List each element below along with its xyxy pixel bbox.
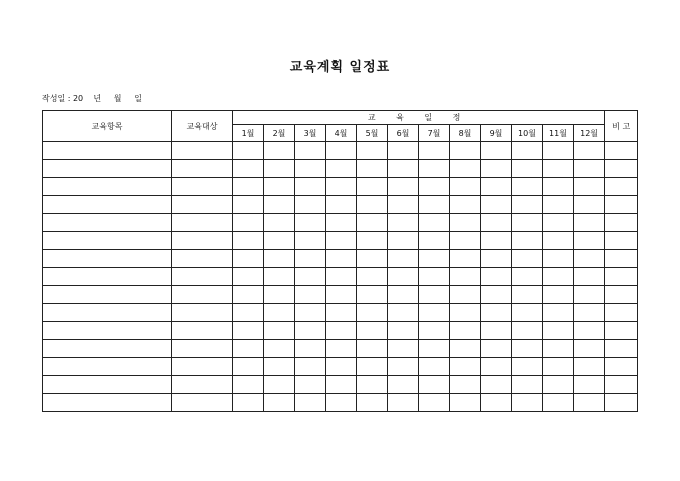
table-cell[interactable] [450, 268, 481, 286]
table-cell[interactable] [43, 340, 172, 358]
table-cell[interactable] [574, 196, 605, 214]
table-cell[interactable] [172, 232, 233, 250]
table-cell[interactable] [605, 394, 638, 412]
table-cell[interactable] [512, 250, 543, 268]
table-cell[interactable] [233, 322, 264, 340]
table-cell[interactable] [419, 160, 450, 178]
table-cell[interactable] [233, 142, 264, 160]
table-row [43, 160, 638, 178]
table-cell[interactable] [605, 286, 638, 304]
table-cell[interactable] [357, 214, 388, 232]
table-cell[interactable] [43, 142, 172, 160]
month-header-6: 6월 [388, 125, 419, 142]
table-cell[interactable] [605, 358, 638, 376]
table-cell[interactable] [43, 214, 172, 232]
table-cell[interactable] [450, 142, 481, 160]
table-cell[interactable] [357, 304, 388, 322]
month-header-11: 11월 [543, 125, 574, 142]
header-education-item: 교육항목 [43, 111, 172, 142]
table-cell[interactable] [295, 232, 326, 250]
table-cell[interactable] [450, 286, 481, 304]
table-cell[interactable] [357, 340, 388, 358]
table-cell[interactable] [357, 196, 388, 214]
table-cell[interactable] [295, 304, 326, 322]
table-cell[interactable] [388, 286, 419, 304]
table-cell[interactable] [605, 142, 638, 160]
table-cell[interactable] [357, 268, 388, 286]
table-cell[interactable] [450, 322, 481, 340]
table-cell[interactable] [43, 286, 172, 304]
table-cell[interactable] [605, 178, 638, 196]
table-cell[interactable] [543, 214, 574, 232]
table-cell[interactable] [574, 250, 605, 268]
table-cell[interactable] [543, 250, 574, 268]
table-cell[interactable] [512, 358, 543, 376]
table-row [43, 340, 638, 358]
table-cell[interactable] [574, 376, 605, 394]
table-cell[interactable] [388, 322, 419, 340]
table-cell[interactable] [388, 178, 419, 196]
table-cell[interactable] [357, 358, 388, 376]
table-cell[interactable] [543, 160, 574, 178]
table-cell[interactable] [605, 232, 638, 250]
table-cell[interactable] [264, 232, 295, 250]
table-cell[interactable] [264, 322, 295, 340]
table-row [43, 286, 638, 304]
table-cell[interactable] [326, 214, 357, 232]
table-cell[interactable] [543, 358, 574, 376]
table-cell[interactable] [512, 232, 543, 250]
table-cell[interactable] [574, 340, 605, 358]
month-header-8: 8월 [450, 125, 481, 142]
table-cell[interactable] [574, 142, 605, 160]
month-header-1: 1월 [233, 125, 264, 142]
table-cell[interactable] [295, 250, 326, 268]
table-cell[interactable] [233, 340, 264, 358]
table-cell[interactable] [326, 232, 357, 250]
table-cell[interactable] [172, 358, 233, 376]
table-cell[interactable] [512, 286, 543, 304]
table-cell[interactable] [388, 160, 419, 178]
table-cell[interactable] [512, 322, 543, 340]
table-cell[interactable] [543, 232, 574, 250]
table-cell[interactable] [419, 232, 450, 250]
table-row [43, 196, 638, 214]
table-cell[interactable] [326, 286, 357, 304]
table-cell[interactable] [481, 322, 512, 340]
table-cell[interactable] [574, 304, 605, 322]
table-cell[interactable] [326, 340, 357, 358]
month-header-5: 5월 [357, 125, 388, 142]
table-cell[interactable] [264, 394, 295, 412]
table-cell[interactable] [295, 142, 326, 160]
table-cell[interactable] [419, 376, 450, 394]
table-cell[interactable] [450, 358, 481, 376]
table-cell[interactable] [295, 376, 326, 394]
table-cell[interactable] [512, 160, 543, 178]
table-cell[interactable] [450, 178, 481, 196]
table-cell[interactable] [388, 394, 419, 412]
table-cell[interactable] [388, 250, 419, 268]
table-cell[interactable] [419, 268, 450, 286]
table-cell[interactable] [43, 160, 172, 178]
table-cell[interactable] [264, 304, 295, 322]
table-cell[interactable] [512, 394, 543, 412]
table-cell[interactable] [574, 232, 605, 250]
table-cell[interactable] [605, 340, 638, 358]
document-title: 교육계획 일정표 [289, 60, 391, 75]
table-cell[interactable] [357, 160, 388, 178]
table-cell[interactable] [512, 376, 543, 394]
month-header-2: 2월 [264, 125, 295, 142]
table-cell[interactable] [233, 376, 264, 394]
month-header-9: 9월 [481, 125, 512, 142]
table-cell[interactable] [43, 394, 172, 412]
table-cell[interactable] [43, 196, 172, 214]
table-cell[interactable] [295, 286, 326, 304]
table-cell[interactable] [264, 196, 295, 214]
table-cell[interactable] [264, 286, 295, 304]
header-remarks: 비 고 [605, 111, 638, 142]
month-header-7: 7월 [419, 125, 450, 142]
table-cell[interactable] [388, 304, 419, 322]
table-cell[interactable] [605, 268, 638, 286]
table-cell[interactable] [481, 214, 512, 232]
table-cell[interactable] [326, 160, 357, 178]
table-cell[interactable] [326, 196, 357, 214]
table-cell[interactable] [357, 322, 388, 340]
table-cell[interactable] [543, 304, 574, 322]
table-cell[interactable] [357, 142, 388, 160]
table-cell[interactable] [419, 340, 450, 358]
table-cell[interactable] [419, 358, 450, 376]
table-cell[interactable] [43, 376, 172, 394]
table-cell[interactable] [574, 178, 605, 196]
table-cell[interactable] [172, 160, 233, 178]
table-cell[interactable] [295, 340, 326, 358]
table-cell[interactable] [512, 196, 543, 214]
table-cell[interactable] [543, 394, 574, 412]
table-cell[interactable] [543, 178, 574, 196]
table-cell[interactable] [172, 250, 233, 268]
table-cell[interactable] [419, 286, 450, 304]
header-education-schedule: 교 육 일 정 [233, 111, 605, 125]
table-cell[interactable] [172, 286, 233, 304]
table-cell[interactable] [543, 268, 574, 286]
table-cell[interactable] [295, 394, 326, 412]
table-cell[interactable] [512, 178, 543, 196]
table-cell[interactable] [388, 142, 419, 160]
table-cell[interactable] [605, 376, 638, 394]
table-cell[interactable] [264, 358, 295, 376]
table-cell[interactable] [172, 214, 233, 232]
table-cell[interactable] [543, 322, 574, 340]
table-cell[interactable] [450, 160, 481, 178]
table-cell[interactable] [295, 358, 326, 376]
table-cell[interactable] [43, 322, 172, 340]
month-header-3: 3월 [295, 125, 326, 142]
table-cell[interactable] [543, 142, 574, 160]
table-cell[interactable] [326, 322, 357, 340]
table-cell[interactable] [512, 268, 543, 286]
table-cell[interactable] [419, 304, 450, 322]
table-cell[interactable] [419, 322, 450, 340]
table-cell[interactable] [295, 268, 326, 286]
table-cell[interactable] [264, 250, 295, 268]
table-cell[interactable] [450, 304, 481, 322]
table-cell[interactable] [264, 340, 295, 358]
table-cell[interactable] [450, 376, 481, 394]
table-cell[interactable] [172, 340, 233, 358]
table-row [43, 376, 638, 394]
table-cell[interactable] [326, 178, 357, 196]
table-cell[interactable] [388, 376, 419, 394]
table-cell[interactable] [574, 214, 605, 232]
table-cell[interactable] [512, 142, 543, 160]
table-cell[interactable] [419, 142, 450, 160]
table-cell[interactable] [326, 268, 357, 286]
table-cell[interactable] [295, 178, 326, 196]
table-cell[interactable] [43, 250, 172, 268]
table-cell[interactable] [264, 214, 295, 232]
table-cell[interactable] [605, 322, 638, 340]
table-cell[interactable] [172, 376, 233, 394]
table-cell[interactable] [326, 142, 357, 160]
table-cell[interactable] [481, 232, 512, 250]
table-cell[interactable] [574, 268, 605, 286]
table-cell[interactable] [43, 268, 172, 286]
table-cell[interactable] [388, 214, 419, 232]
table-cell[interactable] [388, 196, 419, 214]
table-cell[interactable] [481, 142, 512, 160]
table-cell[interactable] [543, 340, 574, 358]
table-cell[interactable] [233, 304, 264, 322]
table-row [43, 142, 638, 160]
table-cell[interactable] [233, 214, 264, 232]
table-cell[interactable] [450, 214, 481, 232]
table-cell[interactable] [233, 160, 264, 178]
table-cell[interactable] [172, 304, 233, 322]
table-cell[interactable] [388, 232, 419, 250]
table-cell[interactable] [481, 376, 512, 394]
table-body [43, 142, 638, 412]
table-cell[interactable] [233, 358, 264, 376]
table-cell[interactable] [481, 358, 512, 376]
table-cell[interactable] [295, 160, 326, 178]
table-cell[interactable] [450, 196, 481, 214]
table-cell[interactable] [295, 214, 326, 232]
table-cell[interactable] [233, 286, 264, 304]
table-row [43, 232, 638, 250]
table-row [43, 214, 638, 232]
table-cell[interactable] [450, 250, 481, 268]
table-cell[interactable] [388, 340, 419, 358]
table-cell[interactable] [233, 232, 264, 250]
table-cell[interactable] [357, 178, 388, 196]
table-cell[interactable] [450, 232, 481, 250]
date-line: 작성일 : 20 년 월 일 [42, 94, 142, 103]
table-cell[interactable] [574, 160, 605, 178]
table-cell[interactable] [481, 160, 512, 178]
table-cell[interactable] [481, 268, 512, 286]
table-cell[interactable] [357, 250, 388, 268]
month-header-12: 12월 [574, 125, 605, 142]
table-cell[interactable] [481, 178, 512, 196]
table-cell[interactable] [326, 376, 357, 394]
table-cell[interactable] [264, 160, 295, 178]
table-cell[interactable] [172, 268, 233, 286]
table-cell[interactable] [419, 196, 450, 214]
table-cell[interactable] [481, 250, 512, 268]
table-row [43, 304, 638, 322]
table-row [43, 268, 638, 286]
table-cell[interactable] [543, 376, 574, 394]
table-cell[interactable] [172, 394, 233, 412]
table-cell[interactable] [481, 394, 512, 412]
table-cell[interactable] [43, 304, 172, 322]
table-cell[interactable] [172, 322, 233, 340]
table-row [43, 178, 638, 196]
table-cell[interactable] [43, 232, 172, 250]
header-education-target: 교육대상 [172, 111, 233, 142]
table-cell[interactable] [419, 178, 450, 196]
table-cell[interactable] [419, 214, 450, 232]
month-header-4: 4월 [326, 125, 357, 142]
table-cell[interactable] [357, 394, 388, 412]
table-cell[interactable] [419, 394, 450, 412]
table-cell[interactable] [357, 376, 388, 394]
table-cell[interactable] [543, 286, 574, 304]
table-cell[interactable] [574, 394, 605, 412]
table-cell[interactable] [264, 268, 295, 286]
table-cell[interactable] [233, 196, 264, 214]
table-cell[interactable] [574, 286, 605, 304]
table-cell[interactable] [233, 250, 264, 268]
table-cell[interactable] [326, 304, 357, 322]
table-cell[interactable] [357, 286, 388, 304]
schedule-table [42, 110, 638, 412]
table-cell[interactable] [326, 250, 357, 268]
table-cell[interactable] [388, 358, 419, 376]
table-row [43, 322, 638, 340]
table-cell[interactable] [43, 358, 172, 376]
table-cell[interactable] [605, 160, 638, 178]
table-cell[interactable] [233, 178, 264, 196]
table-cell[interactable] [450, 340, 481, 358]
table-cell[interactable] [172, 142, 233, 160]
table-cell[interactable] [43, 178, 172, 196]
table-cell[interactable] [450, 394, 481, 412]
table-cell[interactable] [233, 268, 264, 286]
table-cell[interactable] [295, 322, 326, 340]
table-cell[interactable] [481, 340, 512, 358]
table-cell[interactable] [574, 358, 605, 376]
table-cell[interactable] [264, 376, 295, 394]
table-cell[interactable] [357, 232, 388, 250]
table-cell[interactable] [481, 286, 512, 304]
table-cell[interactable] [295, 196, 326, 214]
month-header-10: 10월 [512, 125, 543, 142]
table-cell[interactable] [481, 196, 512, 214]
table-cell[interactable] [388, 268, 419, 286]
table-cell[interactable] [233, 394, 264, 412]
table-cell[interactable] [419, 250, 450, 268]
table-cell[interactable] [605, 196, 638, 214]
table-cell[interactable] [264, 178, 295, 196]
table-cell[interactable] [326, 358, 357, 376]
table-cell[interactable] [172, 196, 233, 214]
table-cell[interactable] [264, 142, 295, 160]
table-cell[interactable] [574, 322, 605, 340]
table-row [43, 358, 638, 376]
table-cell[interactable] [512, 214, 543, 232]
table-cell[interactable] [172, 178, 233, 196]
table-cell[interactable] [543, 196, 574, 214]
table-cell[interactable] [481, 304, 512, 322]
table-cell[interactable] [512, 340, 543, 358]
table-cell[interactable] [512, 304, 543, 322]
table-row [43, 250, 638, 268]
table-cell[interactable] [605, 304, 638, 322]
table-cell[interactable] [605, 250, 638, 268]
table-row [43, 394, 638, 412]
table-cell[interactable] [605, 214, 638, 232]
table-cell[interactable] [326, 394, 357, 412]
